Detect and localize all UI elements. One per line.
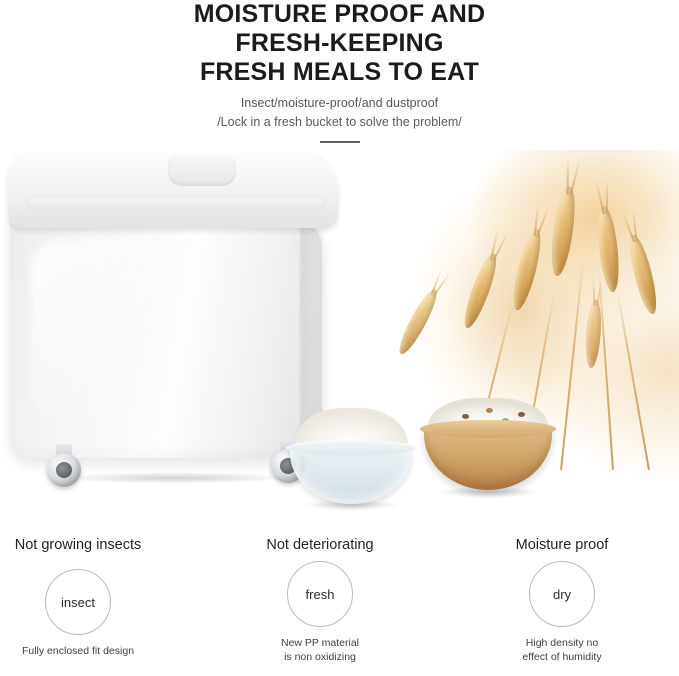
subheadline [0,94,679,132]
storage-bucket-lid [8,150,338,228]
page-title [0,0,679,87]
feature-title: Not growing insects [14,537,142,553]
feature-item-fresh [210,536,430,664]
caster-wheel [47,453,81,487]
feature-badge [529,561,595,627]
lid-handle [168,156,236,186]
feature-item-insect [0,536,188,658]
feature-item-dry [452,536,672,664]
feature-caption: Fully enclosed fit design [21,645,135,657]
feature-caption [452,636,672,664]
feature-badge-label: fresh [305,586,335,602]
feature-title: Not deteriorating [266,537,374,553]
subheadline-line-2: /Lock in a fresh bucket to solve the problem/ [217,115,462,129]
feature-title: Moisture proof [515,537,609,553]
grain-speck [486,408,493,413]
feature-caption-line-1: New PP material [280,637,359,649]
bucket-highlight [30,240,180,420]
feature-caption [210,636,430,664]
lid-seam [26,196,326,210]
grain-speck [518,412,525,417]
headline-line-2: FRESH-KEEPING [235,29,444,57]
subheadline-line-1: Insect/moisture-proof/and dustproof [240,96,439,110]
grain-speck [462,414,469,419]
product-photo [0,150,679,530]
wooden-bowl-rim [420,420,556,438]
feature-caption-line-1: High density no [525,637,599,649]
feature-badge [287,561,353,627]
divider-rule [320,141,360,143]
glass-bowl-rim [286,440,416,456]
feature-badge-label: insect [61,594,95,610]
headline-line-3: FRESH MEALS TO EAT [199,58,480,86]
feature-badge [45,569,111,635]
feature-caption-line-2: effect of humidity [522,651,602,663]
feature-row [0,528,679,676]
feature-caption-line-2: is non oxidizing [284,651,356,663]
headline-line-1: MOISTURE PROOF AND [193,0,486,28]
feature-badge-label: dry [552,586,572,602]
